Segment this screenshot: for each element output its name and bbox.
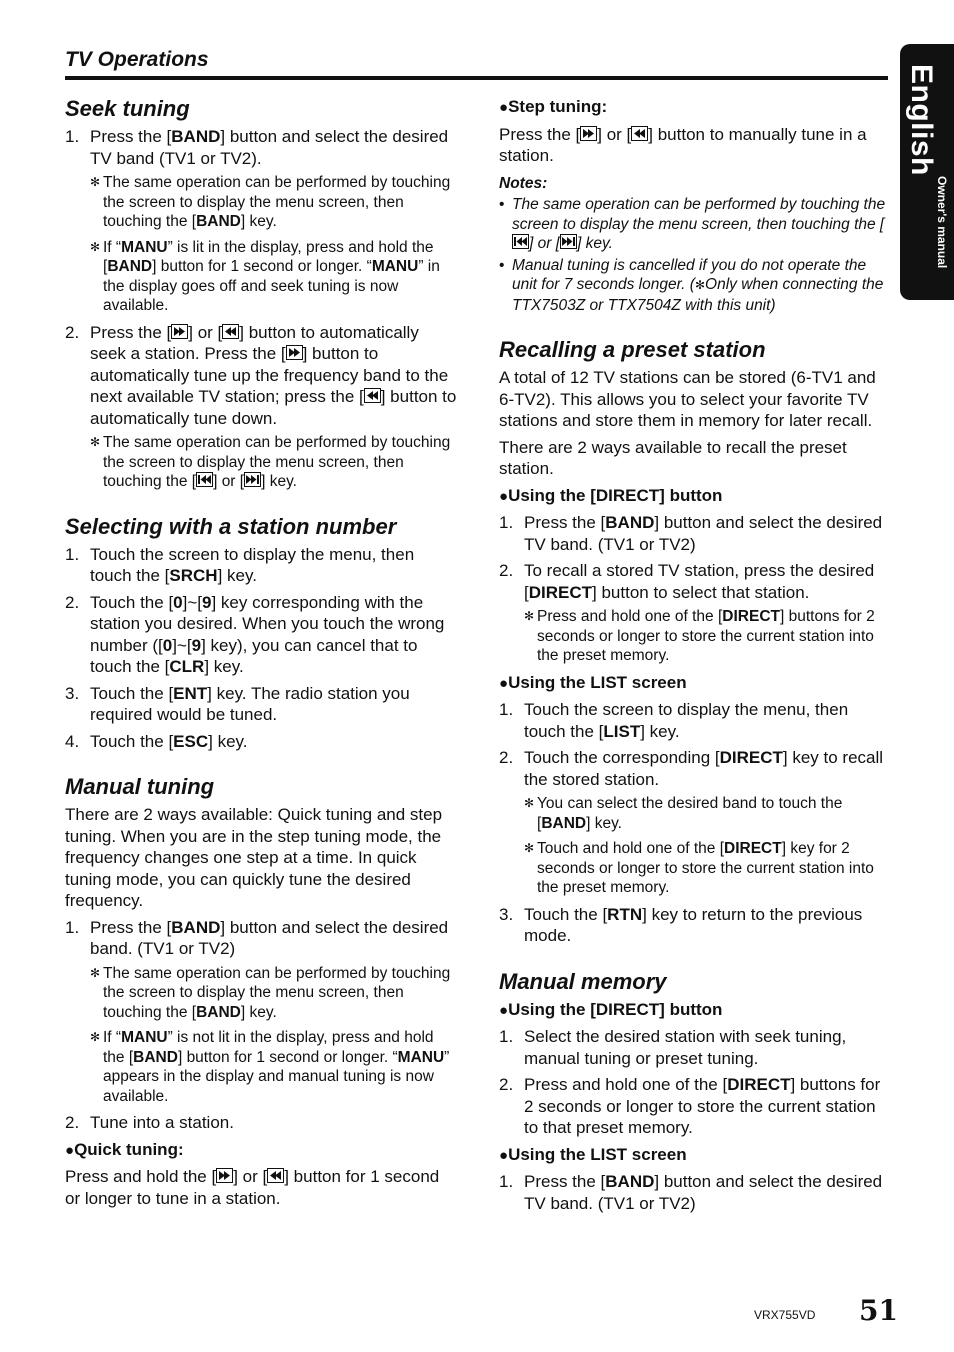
step-number: 1.: [65, 127, 80, 146]
list-item: [65, 917, 457, 1107]
rewind-icon: [364, 388, 381, 403]
note-text: ] or [: [529, 235, 561, 252]
model-number: VRX755VD: [754, 1308, 816, 1322]
key-name: SRCH: [169, 566, 218, 585]
manual-label: Owner's manual: [935, 176, 949, 269]
asterisk-icon: ✻: [524, 609, 535, 623]
key-name: MANU: [371, 258, 419, 275]
step-text: ] key corresponding with the station you desired. When you touch the wrong number ([: [90, 592, 445, 655]
page-title: TV Operations: [65, 48, 209, 71]
note-text: ] buttons for 2 seconds or longer to store the current station into the preset memory.: [537, 608, 875, 664]
fast-forward-icon: [580, 126, 597, 141]
step-text: ] button to automatically tune up the frequency band to the next available TV station; press the [: [90, 344, 449, 406]
rewind-icon: [631, 126, 648, 141]
para-text: ] button for 1 second or longer to tune in a station.: [65, 1167, 440, 1208]
station-number-steps: [65, 544, 457, 753]
step-text: ] button to automatically seek a station. Press the [: [90, 322, 419, 363]
asterisk-icon: ✻: [90, 435, 101, 449]
step-text: ] key.: [208, 731, 248, 751]
para-text: ] or [: [597, 124, 632, 144]
step-text: Touch the [: [90, 592, 174, 612]
key-name: BAND: [196, 1003, 241, 1021]
key-name: DIRECT: [724, 840, 782, 857]
step-number: 1.: [65, 917, 80, 937]
step-number: 2.: [65, 322, 80, 342]
heading-text: Using the LIST screen: [508, 672, 687, 692]
step-text: Touch the corresponding [: [524, 748, 720, 767]
list-item: [65, 322, 457, 492]
step-text: ]~[: [182, 592, 203, 612]
key-name: LIST: [603, 721, 641, 741]
step-text: Touch the [: [90, 683, 174, 703]
bullet-icon: •: [499, 256, 505, 274]
heading-text: Using the [: [508, 485, 596, 505]
step-text: ] key.: [640, 721, 680, 741]
page-header: [65, 46, 888, 80]
para-text: ] button to manually tune in a station.: [499, 124, 867, 165]
fast-forward-icon: [216, 1168, 233, 1183]
manual-tuning-steps: [65, 917, 457, 1134]
step-number: 2.: [65, 1113, 80, 1132]
list-item: [499, 560, 889, 666]
step-text: Touch the [: [90, 731, 174, 751]
key-name: BAND: [171, 127, 221, 146]
memory-list-heading: [499, 1144, 889, 1167]
step-text: ] button and select the desired TV band (TV1 or TV2).: [90, 127, 449, 168]
recall-list-heading: [499, 672, 889, 695]
list-item: [499, 1171, 889, 1214]
key-name: 0: [173, 592, 183, 612]
note-text: If “: [103, 1029, 122, 1046]
step-number: 1.: [499, 513, 514, 532]
key-name: DIRECT: [722, 608, 780, 625]
fast-forward-icon: [171, 324, 188, 339]
section-title-manual-tuning: Manual tuning: [65, 774, 215, 799]
step-text: ] button and select the desired band. (TV1 or TV2): [90, 917, 449, 958]
note-text: ] key.: [240, 1003, 277, 1021]
key-name: DIRECT: [528, 582, 593, 602]
section-title-seek-tuning: Seek tuning: [65, 96, 190, 121]
note-text: ] key for 2 seconds or longer to store the current station into the preset memory.: [537, 840, 874, 896]
heading-text: Step tuning:: [508, 97, 608, 116]
step-text: ] key), you can cancel that to touch the [: [90, 635, 418, 676]
bullet-icon: ●: [499, 1001, 509, 1019]
list-item: [499, 1074, 889, 1139]
step-text: ] button to automatically tune down.: [90, 387, 457, 428]
rewind-icon: [267, 1168, 284, 1183]
italic-note: [499, 256, 889, 316]
step-tuning-text: [499, 124, 889, 167]
list-item: [65, 592, 457, 678]
heading-text: DIRECT] button: [595, 485, 723, 505]
key-name: 0: [162, 635, 173, 655]
note: [90, 1028, 457, 1106]
note-text: The same operation can be performed by touching the screen to display the menu screen, then touching the [: [103, 174, 451, 230]
note-text: Manual tuning is cancelled if you do not operate the unit for 7 seconds longer. (: [512, 256, 867, 293]
key-name: MANU: [397, 1048, 445, 1066]
heading-text: Using the [: [508, 999, 596, 1019]
step-text: Select the desired station with seek tuning, manual tuning or preset tuning.: [524, 1027, 847, 1068]
skip-previous-icon: [196, 472, 213, 487]
asterisk-icon: ✻: [90, 965, 101, 980]
list-item: [499, 1026, 889, 1069]
list-item: [499, 904, 889, 947]
key-name: DIRECT: [719, 748, 783, 767]
step-text: ]~[: [172, 635, 192, 655]
step-text: ] button and select the desired TV band. (TV1 or TV2): [524, 513, 883, 554]
note-text: Touch and hold one of the [: [537, 840, 725, 857]
step-tuning-heading: [499, 96, 889, 119]
note-text: Only when connecting the TTX7503Z or TTX7504Z with this unit): [512, 276, 884, 314]
note-text: The same operation can be performed by touching the screen to display the menu screen, then touching the [: [103, 434, 451, 490]
note: [90, 173, 457, 232]
step-text: ] key. The radio station you required would be tuned.: [90, 683, 410, 724]
asterisk-icon: ✻: [524, 841, 535, 855]
step-text: ] buttons for 2 seconds or longer to store the current station to that preset memory.: [524, 1075, 881, 1137]
key-name: BAND: [605, 1172, 655, 1191]
skip-next-icon: [560, 234, 577, 249]
step-text: ] key.: [217, 566, 257, 585]
section-title-manual-memory: Manual memory: [499, 968, 667, 994]
asterisk-icon: ✻: [90, 239, 101, 254]
step-text: Touch the [: [524, 904, 608, 924]
step-text: Press the [: [90, 917, 172, 937]
para-text: ] or [: [233, 1167, 268, 1186]
asterisk-icon: ✻: [90, 175, 101, 189]
list-item: [65, 731, 457, 753]
list-item: [65, 683, 457, 726]
key-name: RTN: [607, 904, 643, 924]
notes-title: Notes:: [499, 174, 548, 192]
note-text: ] key.: [586, 814, 622, 832]
key-name: ENT: [173, 683, 208, 703]
key-name: BAND: [133, 1048, 178, 1066]
note-text: ] or [: [213, 473, 245, 490]
note-text: ” in the display goes off and seek tuning is now available.: [103, 258, 440, 314]
step-text: Press the [: [524, 513, 606, 532]
list-item: [499, 747, 889, 898]
fast-forward-icon: [286, 345, 303, 360]
list-item: [65, 544, 457, 587]
memory-direct-heading: [499, 999, 889, 1022]
note: [524, 839, 889, 898]
note-text: You can select the desired band to touch the [: [537, 795, 843, 832]
step-text: ] button and select the desired TV band. (TV1 or TV2): [524, 1172, 883, 1213]
page-number: 51: [859, 1294, 898, 1327]
note-text: ] button for 1 second or longer. “: [152, 258, 372, 275]
note-text: ” is not lit in the display, press and hold the [: [103, 1029, 434, 1066]
quick-tuning-heading: [65, 1139, 457, 1162]
note-text: ] key.: [261, 473, 297, 490]
asterisk-icon: ✻: [90, 1030, 101, 1044]
quick-tuning-text: [65, 1166, 457, 1209]
note-text: ] key.: [240, 213, 277, 230]
para-text: Press the [: [499, 124, 581, 144]
bullet-icon: ●: [499, 487, 509, 505]
step-number: 2.: [499, 561, 514, 580]
recall-list-steps: [499, 699, 889, 947]
step-number: 1.: [499, 700, 514, 719]
note: [90, 238, 457, 316]
key-name: BAND: [107, 258, 153, 275]
step-text: ] key to recall the stored station.: [524, 748, 884, 789]
step-text: ] key to return to the previous mode.: [524, 904, 863, 945]
key-name: CLR: [169, 657, 205, 676]
note-text: ” is lit in the display, press and hold the [: [103, 238, 434, 275]
step-number: 3.: [499, 904, 514, 924]
bullet-icon: ●: [65, 1141, 75, 1159]
note-text: The same operation can be performed by touching the screen to display the menu screen, then touching the [: [512, 196, 886, 233]
list-item: [65, 1112, 457, 1134]
key-name: DIRECT: [727, 1075, 791, 1094]
key-name: BAND: [605, 513, 655, 532]
bullet-icon: ●: [499, 674, 509, 692]
right-column: [499, 96, 889, 1219]
step-text: ] key.: [204, 657, 244, 676]
list-item: [65, 126, 457, 316]
step-text: To recall a stored TV station, press the desired [: [524, 561, 875, 602]
heading-text: Quick tuning:: [74, 1139, 184, 1159]
note-text: ] button for 1 second or longer. “: [177, 1048, 398, 1066]
key-name: 9: [191, 635, 202, 655]
recall-direct-heading: [499, 485, 889, 508]
skip-previous-icon: [512, 234, 529, 249]
step-number: 1.: [499, 1172, 514, 1191]
note: [524, 794, 889, 833]
key-name: BAND: [541, 814, 587, 832]
recall-ways: There are 2 ways available to recall the preset station.: [499, 437, 847, 478]
list-item: [499, 512, 889, 555]
note-text: The same operation can be performed by touching the screen to display the menu screen, then touching the [: [103, 964, 451, 1021]
step-number: 2.: [499, 748, 514, 767]
key-name: BAND: [171, 917, 221, 937]
note: [90, 964, 457, 1023]
recall-intro: A total of 12 TV stations can be stored (6-TV1 and 6-TV2). This allows you to select your favorite TV stations and store them in memory for later recall.: [499, 368, 876, 430]
step-text: ] button to select that station.: [592, 582, 810, 602]
step-text: ] or [: [188, 322, 223, 342]
recall-direct-steps: [499, 512, 889, 666]
step-number: 2.: [65, 592, 80, 612]
step-text: Press the [: [90, 127, 172, 146]
step-number: 3.: [65, 683, 80, 703]
step-text: Touch the screen to display the menu, then touch the [: [90, 544, 415, 585]
bullet-icon: ●: [499, 99, 509, 116]
rewind-icon: [222, 324, 239, 339]
key-name: 9: [202, 592, 212, 612]
note-text: ” appears in the display and manual tuning is now available.: [103, 1048, 450, 1105]
language-side-tab: [900, 44, 954, 300]
manual-tuning-intro: There are 2 ways available: Quick tuning and step tuning. When you are in the step tuning mode, the frequency changes one step at a time. In quick tuning mode, you can quickly tune the desired frequency.: [65, 805, 443, 910]
note-text: Press and hold one of the [: [537, 608, 723, 625]
note: [524, 607, 889, 666]
section-title-station-number: Selecting with a station number: [65, 513, 397, 539]
asterisk-icon: ✻: [524, 796, 535, 810]
list-item: [499, 699, 889, 742]
left-column: [65, 94, 457, 1214]
key-name: MANU: [121, 238, 168, 256]
seek-steps: [65, 126, 457, 492]
skip-next-icon: [244, 472, 261, 487]
italic-note: [499, 195, 889, 254]
step-number: 1.: [65, 544, 80, 564]
step-text: Tune into a station.: [90, 1113, 234, 1132]
step-number: 1.: [499, 1027, 514, 1046]
language-label: English: [905, 64, 938, 176]
step-number: 2.: [499, 1075, 514, 1094]
section-title-recall-preset: Recalling a preset station: [499, 337, 766, 362]
step-text: Press the [: [90, 322, 172, 342]
key-name: BAND: [196, 213, 241, 230]
note: [90, 433, 457, 492]
memory-list-steps: [499, 1171, 889, 1214]
heading-text: Using the LIST screen: [508, 1144, 687, 1164]
step-text: Press the [: [524, 1172, 606, 1191]
para-text: Press and hold the [: [65, 1167, 217, 1186]
key-name: MANU: [121, 1029, 168, 1046]
bullet-icon: ●: [499, 1146, 509, 1164]
note-text: ] key.: [577, 235, 613, 252]
step-text: Touch the screen to display the menu, then touch the [: [524, 700, 849, 741]
step-number: 4.: [65, 731, 80, 751]
note-text: If “: [103, 238, 122, 256]
heading-text: DIRECT] button: [595, 999, 723, 1019]
key-name: ESC: [173, 731, 209, 751]
memory-direct-steps: [499, 1026, 889, 1139]
asterisk-icon: ✻: [694, 278, 706, 292]
bullet-icon: •: [499, 196, 505, 213]
step-text: Press and hold one of the [: [524, 1075, 728, 1094]
